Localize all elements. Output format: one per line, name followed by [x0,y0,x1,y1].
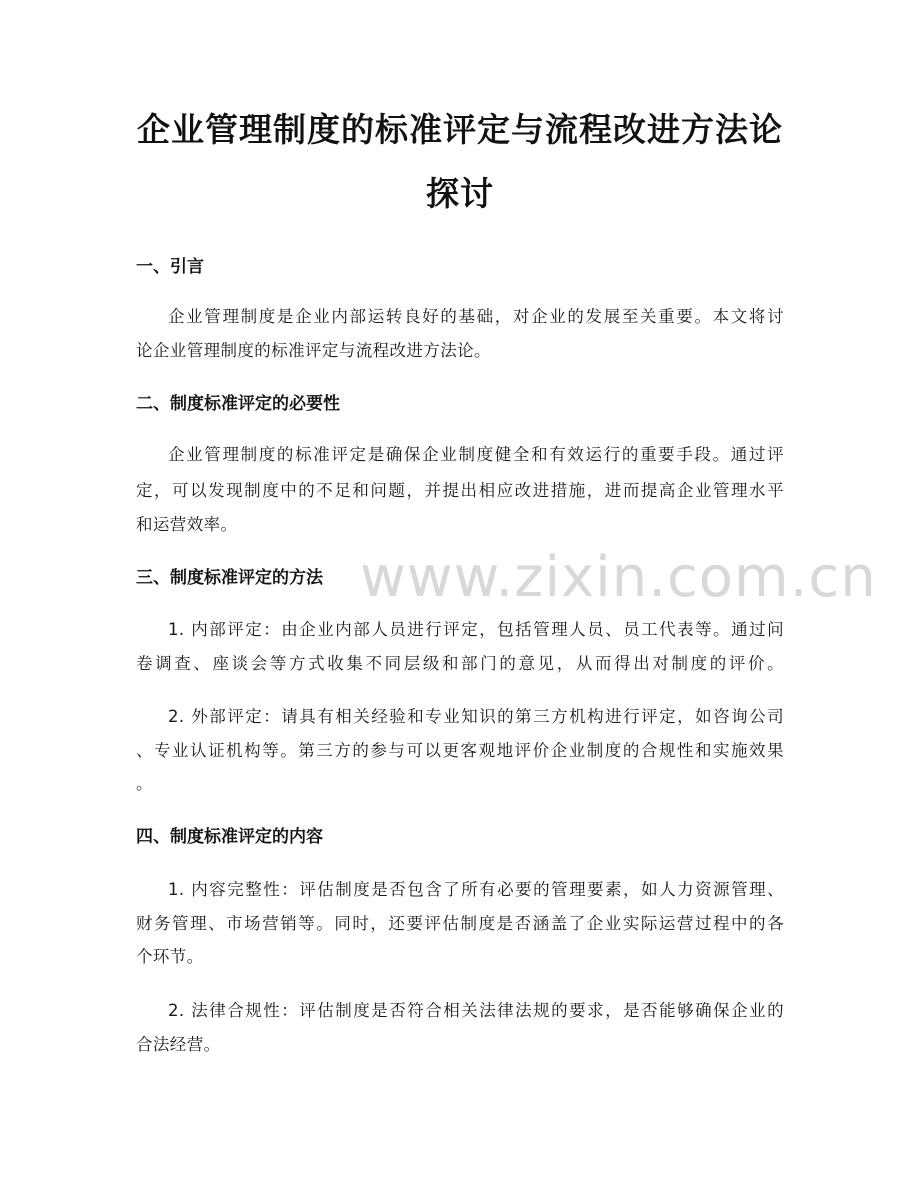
paragraph-line: 和运营效率。 [136,515,238,534]
paragraph-line: 企业管理制度的标准评定是确保企业制度健全和有效运行的重要手段。通过评 [168,445,784,464]
list-item-line: 1. 内容完整性：评估制度是否包含了所有必要的管理要素，如人力资源管理、 [168,880,784,899]
list-item-line: 2. 外部评定：请具有相关经验和专业知识的第三方机构进行评定，如咨询公司 [168,707,784,726]
section-heading-methods: 三、制度标准评定的方法 [136,568,323,588]
list-item-line: 个环节。 [136,947,204,966]
list-item-line: 1. 内部评定：由企业内部人员进行评定，包括管理人员、员工代表等。通过问 [168,620,784,639]
paragraph-line: 企业管理制度是企业内部运转良好的基础，对企业的发展至关重要。本文将讨 [168,307,784,326]
document-title-line-2: 探讨 [426,174,494,213]
section-heading-content: 四、制度标准评定的内容 [136,827,323,847]
watermark: www.zixin.com.cn [360,545,877,610]
paragraph-line: 论企业管理制度的标准评定与流程改进方法论。 [136,341,491,360]
list-item-line: 财务管理、市场营销等。同时，还要评估制度是否涵盖了企业实际运营过程中的各 [136,914,784,933]
list-item-line: 卷调查、座谈会等方式收集不同层级和部门的意见，从而得出对制度的评价。 [136,654,784,673]
document-title-line-1: 企业管理制度的标准评定与流程改进方法论 [137,110,783,149]
paragraph-line: 定，可以发现制度中的不足和问题，并提出相应改进措施，进而提高企业管理水平 [136,481,784,500]
section-heading-intro: 一、引言 [136,257,204,277]
list-item-line: 合法经营。 [136,1035,221,1054]
section-heading-necessity: 二、制度标准评定的必要性 [136,394,340,414]
list-item-line: 2. 法律合规性：评估制度是否符合相关法律法规的要求，是否能够确保企业的 [168,1001,784,1020]
list-item-line: 、专业认证机构等。第三方的参与可以更客观地评价企业制度的合规性和实施效果 [136,741,784,760]
list-item-line: 。 [136,774,153,793]
